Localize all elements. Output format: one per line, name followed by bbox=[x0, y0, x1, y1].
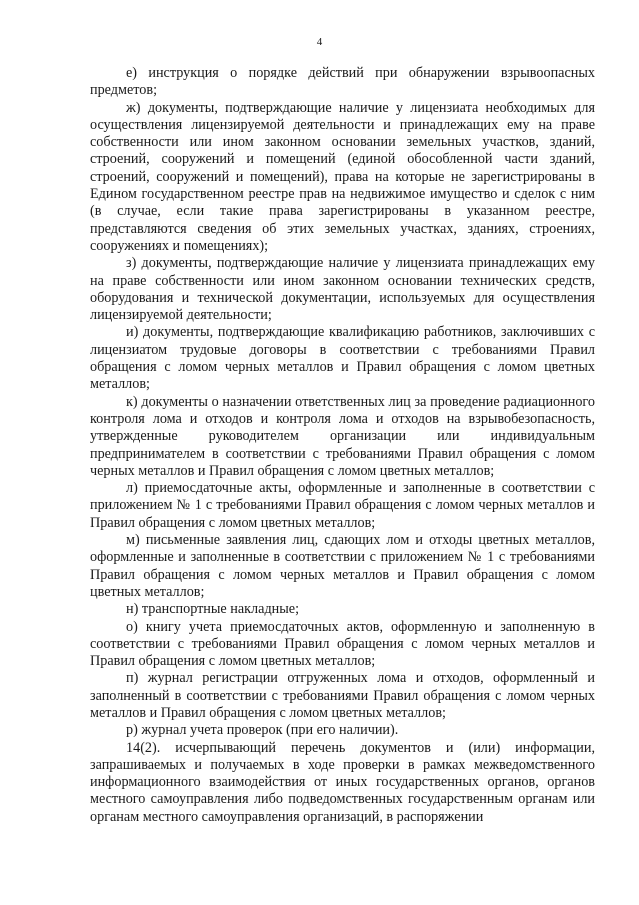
paragraph-p: п) журнал регистрации отгруженных лома и отходов, оформленный и заполненный в соответствии с требованиями Правил обращения с ломом черных металлов и Правил обращения с ломом цветных металлов; bbox=[90, 670, 595, 721]
paragraph-r: р) журнал учета проверок (при его наличии). bbox=[126, 722, 399, 739]
paragraph-l: л) приемосдаточные акты, оформленные и заполненные в соответствии с приложением № 1 с требованиями Правил обращения с ломом черных металлов и Правил обращения с ломом цветных металлов; bbox=[90, 480, 595, 531]
paragraph-i: и) документы, подтверждающие квалификацию работников, заключивших с лицензиатом трудовые договоры в соответствии с требованиями Правил обращения с ломом черных металлов и Правил обращения с ломом цветных металлов; bbox=[90, 324, 595, 393]
paragraph-m: м) письменные заявления лиц, сдающих лом и отходы цветных металлов, оформленные и заполненные в соответствии с приложением № 1 с требованиями Правил обращения с ломом черных металлов и Правил обращения с ломом цветных металлов; bbox=[90, 532, 595, 600]
paragraph-zh: ж) документы, подтверждающие наличие у лицензиата необходимых для осуществления лицензируемой деятельности и принадлежащих ему на праве собственности или ином законном основании земельных участков, зданий, строений, сооружений и помещений (единой обособленной части зданий, строений, сооружений и помещений), права на которые не зарегистрированы в Едином государственном реестре прав на недвижимое имущество и сделок с ним (в случае, если такие права зарегистрированы в указанном реестре, представляются сведения об этих земельных участках, зданиях, строениях, сооружениях и помещениях); bbox=[90, 99, 595, 254]
paragraph-k: к) документы о назначении ответственных лиц за проведение радиационного контроля лома и отходов и контроля лома и отходов на взрывобезопасность, утвержденные руководителем организации или индивидуальным предпринимателем в соответствии с требованиями Правил обращения с ломом черных металлов и Правил обращения с ломом цветных металлов; bbox=[90, 393, 595, 479]
paragraph-o: о) книгу учета приемосдаточных актов, оформленную и заполненную в соответствии с требованиями Правил обращения с ломом черных металлов и Правил обращения с ломом цветных металлов; bbox=[90, 618, 595, 670]
paragraph-e: е) инструкция о порядке действий при обнаружении взрывоопасных предметов; bbox=[90, 65, 595, 99]
paragraph-n: н) транспортные накладные; bbox=[126, 601, 300, 618]
document-body bbox=[90, 65, 595, 826]
paragraph-14-2: 14(2). исчерпывающий перечень документов и (или) информации, запрашиваемых и получаемых в ходе проверки в рамках межведомственного информационного взаимодействия от иных государственных органов, органов местного самоуправления либо подведомственных государственным органам или органам местного самоуправления организаций, в распоряжении bbox=[90, 739, 595, 825]
paragraph-z: з) документы, подтверждающие наличие у лицензиата принадлежащих ему на праве собственности или ином законном основании технических средств, оборудования и технической документации, используемых для осуществления лицензируемой деятельности; bbox=[90, 255, 595, 324]
page-number: 4 bbox=[316, 36, 323, 48]
